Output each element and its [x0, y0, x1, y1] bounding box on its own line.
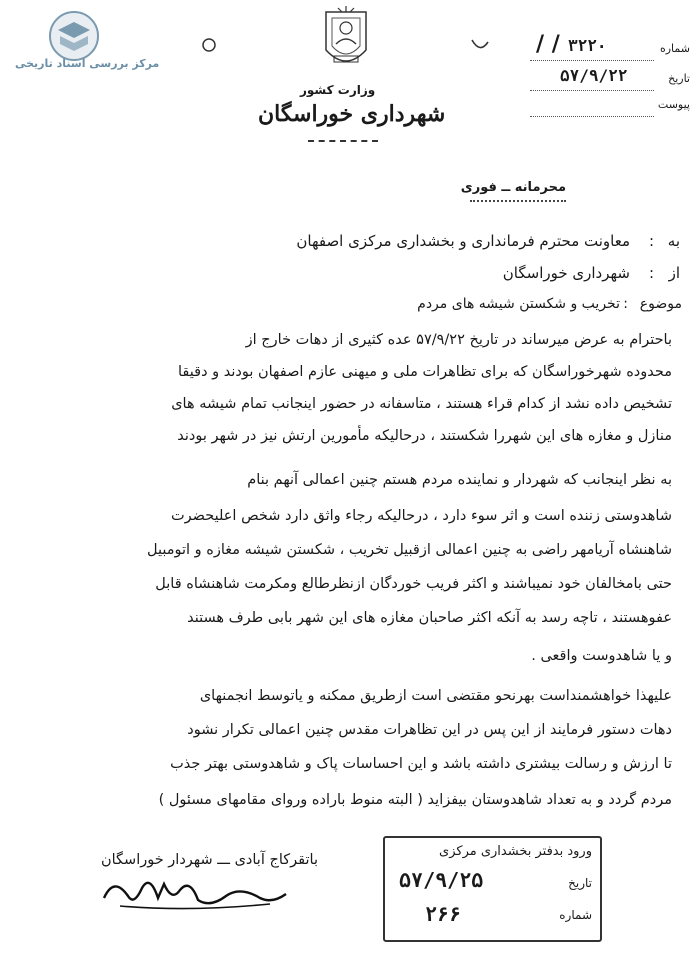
to-recipient: معاونت محترم فرمانداری و بخشداری مرکزی اصفهان: [296, 232, 630, 250]
hole-punch-mark: [200, 36, 218, 54]
receipt-stamp: [383, 836, 602, 942]
body-line: شاهنشاه آریامهر راضی به چنین اعمالی ازقبیل تخریب ، شکستن شیشه مغازه و اتومبیل: [147, 542, 672, 558]
date-value: ۵۷/۹/۲۲: [560, 66, 628, 85]
body-line: به نظر اینجانب که شهردار و نماینده مردم هستم چنین اعمالی آنهم بنام: [247, 472, 672, 488]
handwritten-signature: [100, 868, 290, 913]
number-underline: [530, 60, 654, 61]
number-value: ۳۲۲۰: [568, 36, 607, 55]
subject-colon: :: [623, 296, 628, 312]
to-label: به: [667, 232, 680, 250]
body-line: محدوده شهرخوراسگان که برای تظاهرات ملی و میهنی عازم اصفهان بودند و دقیقا: [178, 364, 672, 380]
body-line: مردم گردد و به تعداد شاهدوستان بیفزاید ( البته منوط باراده وروای مقامهای مسئول ): [158, 792, 672, 808]
body-line: عفوهستند ، تاچه رسد به آنکه اکثر صاحبان مغازه های این شهر بابی طرف هستند: [187, 610, 672, 626]
date-label: تاریخ: [668, 72, 690, 85]
classification-label: محرمانه ــ فوری: [460, 180, 566, 195]
stamp-title: ورود بدفتر بخشداری مرکزی: [439, 844, 592, 859]
header-divider: [308, 140, 378, 142]
stamp-date-label: تاریخ: [568, 876, 592, 890]
body-line: باحترام به عرض میرساند در تاریخ ۵۷/۹/۲۲ عده کثیری از دهات خارج از: [245, 332, 672, 348]
archive-logo-icon: [48, 10, 100, 62]
body-line: منازل و مغازه های این شهررا شکستند ، درحالیکه مأمورین ارتش نیز در شهر بودند: [177, 428, 672, 444]
body-line: و یا شاهدوست واقعی .: [531, 648, 672, 664]
date-underline: [530, 90, 654, 91]
body-line: حتی بامخالفان خود نمیباشند و اکثر فریب خوردگان ازنظرطالع ومکرمت شاهنشاه قابل: [155, 576, 672, 592]
lion-and-sun-emblem-icon: [318, 6, 374, 78]
to-colon: :: [648, 232, 654, 250]
body-line: شاهدوستی زننده است و اثر سوء دارد ، درحالیکه رجاء واثق دارد شخص اعلیحضرت: [171, 508, 672, 524]
body-line: تشخیص داده نشد از کدام قراء هستند ، متاسفانه در حضور اینجانب تمام شیشه های: [171, 396, 672, 412]
stamp-date-value: ۵۷/۹/۲۵: [399, 868, 484, 892]
body-line: علیهذا خواهشمنداست بهرنحو مقتضی است ازطریق ممکنه و یاتوسط انجمنهای: [199, 688, 672, 704]
hole-punch-mark: [470, 38, 490, 52]
from-sender: شهرداری خوراسگان: [502, 264, 630, 282]
classification-underline: [470, 200, 566, 202]
municipality-name: شهرداری خوراسگان: [258, 101, 446, 127]
number-label: شماره: [659, 42, 690, 55]
body-line: تا ارزش و رسالت بیشتری داشته باشد و این احساسات پاک و شاهدوستی بهتر جذب: [170, 756, 672, 772]
signature-line: باتقرکاج آبادی ـــ شهردار خوراسگان: [100, 852, 318, 868]
handwritten-slash-mark: / /: [536, 32, 560, 57]
subject-text: تخریب و شکستن شیشه های مردم: [417, 296, 620, 312]
stamp-number-label: شماره: [559, 908, 592, 922]
stamp-number-value: ۲۶۶: [425, 902, 462, 926]
attachment-label: پیوست: [657, 98, 690, 111]
body-line: دهات دستور فرمایند از این پس در این تظاهرات مقدس چنین اعمالی تکرار نشود: [187, 722, 672, 738]
from-label: از: [668, 264, 680, 282]
from-colon: :: [648, 264, 654, 282]
ministry-name: وزارت کشور: [300, 83, 376, 97]
subject-label: موضوع: [639, 296, 682, 312]
watermark-text: مرکز بررسی اسناد تاریخی: [15, 57, 160, 70]
attachment-underline: [530, 116, 654, 117]
